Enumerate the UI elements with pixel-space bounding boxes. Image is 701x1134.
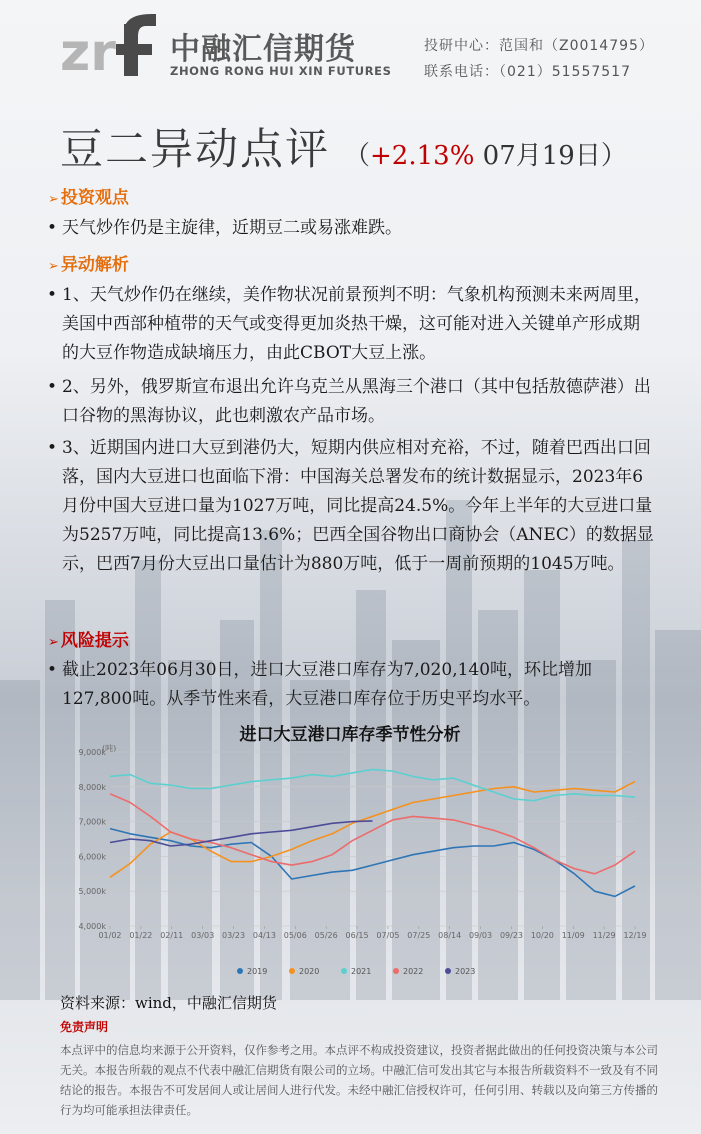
arrow-icon: ➢: [48, 192, 59, 207]
section-heading-label: 异动解析: [60, 255, 129, 275]
x-tick-label: 06/15: [345, 931, 369, 940]
y-tick-label: 7,000k: [78, 817, 106, 827]
section-heading-label: 风险提示: [60, 631, 129, 651]
title-close-paren: ）: [600, 141, 627, 171]
analysis-paragraph-3: [47, 434, 655, 579]
company-name-cn: 中融汇信期货: [170, 32, 356, 67]
x-tick-label: 11/29: [592, 931, 616, 940]
disclaimer-title: 免责声明: [60, 1020, 109, 1034]
arrow-icon: ➢: [48, 635, 59, 650]
legend-label-2022: 2022: [403, 967, 424, 976]
section-heading-analysis: [48, 250, 129, 275]
analyst-line: 投研中心：范国和（Z0014795）: [424, 38, 654, 54]
x-tick-label: 01/22: [129, 931, 153, 940]
company-logo-mark: [60, 10, 160, 80]
x-tick-label: 09/23: [499, 931, 524, 940]
section-heading-risk: [48, 626, 129, 651]
legend-label-2023: 2023: [455, 967, 476, 976]
y-unit-label: (吨): [102, 744, 117, 753]
section-heading-label: 投资观点: [60, 188, 129, 208]
y-tick-label: 8,000k: [78, 782, 106, 792]
legend-marker-2020: [289, 968, 295, 974]
legend-marker-2021: [341, 968, 347, 974]
x-tick-label: 04/13: [252, 931, 276, 940]
legend-label-2019: 2019: [247, 967, 268, 976]
inventory-chart: [60, 718, 660, 990]
chart-title: 进口大豆港口库存季节性分析: [239, 725, 461, 745]
y-tick-label: 9,000k: [78, 748, 106, 757]
svg-text:zr: zr: [60, 23, 116, 80]
x-tick-label: 10/20: [530, 931, 554, 940]
source-note: 资料来源：wind，中融汇信期货: [60, 994, 277, 1012]
disclaimer-text: 本点评中的信息均来源于公开资料，仅作参考之用。本点评不构成投资建议，投资者据此做出的任何投资决策与本公司无关。本报告所载的观点不代表中融汇信期货有限公司的立场。中融汇信可发出其它与本报告所载资料不一致及有不同结论的报告。本报告不可发居间人或让居间人进行代发。未经中融汇信授权许可，任何引用、转载以及向第三方传播的行为均可能承担法律责任。: [60, 1043, 658, 1117]
title-open-paren: （: [344, 141, 371, 171]
title-main: 豆二异动点评: [60, 125, 330, 175]
analysis-text-3: 3、近期国内进口大豆到港仍大，短期内供应相对充裕，不过，随着巴西出口回落，国内大豆进口也面临下滑：中国海关总署发布的统计数据显示，2023年6月份中国大豆进口量为1027万吨，同比提高24.5%。今年上半年的大豆进口量为5257万吨，同比提高13.6%；巴西全国谷物出口商协会（ANEC）的数据显示，巴西7月份大豆出口量估计为880万吨，低于一周前预期的1045万吨。: [62, 438, 654, 574]
risk-paragraph: [47, 656, 655, 714]
title-date: 07月19日: [482, 141, 601, 171]
legend-label-2021: 2021: [351, 967, 372, 976]
chart-canvas: [60, 744, 650, 988]
x-tick-label: 09/03: [469, 931, 493, 940]
view-paragraph: [47, 214, 655, 243]
price-change: +2.13%: [370, 141, 475, 171]
section-heading-view: [48, 183, 129, 208]
x-tick-label: 03/23: [221, 931, 246, 940]
analysis-paragraph-2: [47, 373, 655, 431]
bullet-icon: •: [47, 438, 58, 458]
y-tick-label: 5,000k: [78, 887, 106, 897]
analysis-text-2: 2、另外，俄罗斯宣布退出允许乌克兰从黑海三个港口（其中包括敖德萨港）出口谷物的黑海协议，此也刺激农产品市场。: [62, 377, 651, 426]
x-tick-label: 05/06: [283, 931, 307, 940]
legend-marker-2019: [237, 968, 243, 974]
x-tick-label: 02/11: [160, 931, 184, 940]
x-tick-label: 03/03: [191, 931, 215, 940]
bullet-icon: •: [47, 660, 58, 680]
x-tick-label: 07/25: [407, 931, 431, 940]
view-text: 天气炒作仍是主旋律，近期豆二或易涨难跌。: [62, 218, 402, 238]
bullet-icon: •: [47, 218, 58, 238]
arrow-icon: ➢: [48, 259, 59, 274]
x-tick-label: 08/14: [438, 931, 462, 940]
risk-text: 截止2023年06月30日，进口大豆港口库存为7,020,140吨，环比增加127,800吨。从季节性来看，大豆港口库存位于历史平均水平。: [62, 660, 593, 709]
bullet-icon: •: [47, 285, 58, 305]
x-tick-label: 05/26: [314, 931, 338, 940]
x-tick-label: 11/09: [561, 931, 585, 940]
bullet-icon: •: [47, 377, 58, 397]
x-tick-label: 01/02: [98, 931, 122, 940]
legend-label-2020: 2020: [299, 967, 320, 976]
x-tick-label: 12/19: [623, 931, 647, 940]
title-subtitle: [344, 135, 627, 172]
series-line-2021: [110, 769, 635, 800]
y-tick-label: 6,000k: [78, 852, 106, 862]
company-name-en: ZHONG RONG HUI XIN FUTURES: [170, 64, 392, 78]
page-title: [60, 116, 700, 175]
legend-marker-2023: [445, 968, 451, 974]
analysis-paragraph-1: [47, 281, 655, 368]
y-tick-label: 4,000k: [78, 922, 106, 931]
legend-marker-2022: [393, 968, 399, 974]
contact-info: [424, 33, 654, 85]
x-tick-label: 07/05: [376, 931, 400, 940]
header: [0, 0, 701, 100]
phone-line: 联系电话：（021）51557517: [424, 64, 631, 80]
analysis-text-1: 1、天气炒作仍在继续，美作物状况前景预判不明：气象机构预测未来两周里，美国中西部种植带的天气或变得更加炎热干燥，这可能对进入关键单产形成期的大豆作物造成缺墒压力，由此CBOT大豆上涨。: [62, 285, 651, 363]
